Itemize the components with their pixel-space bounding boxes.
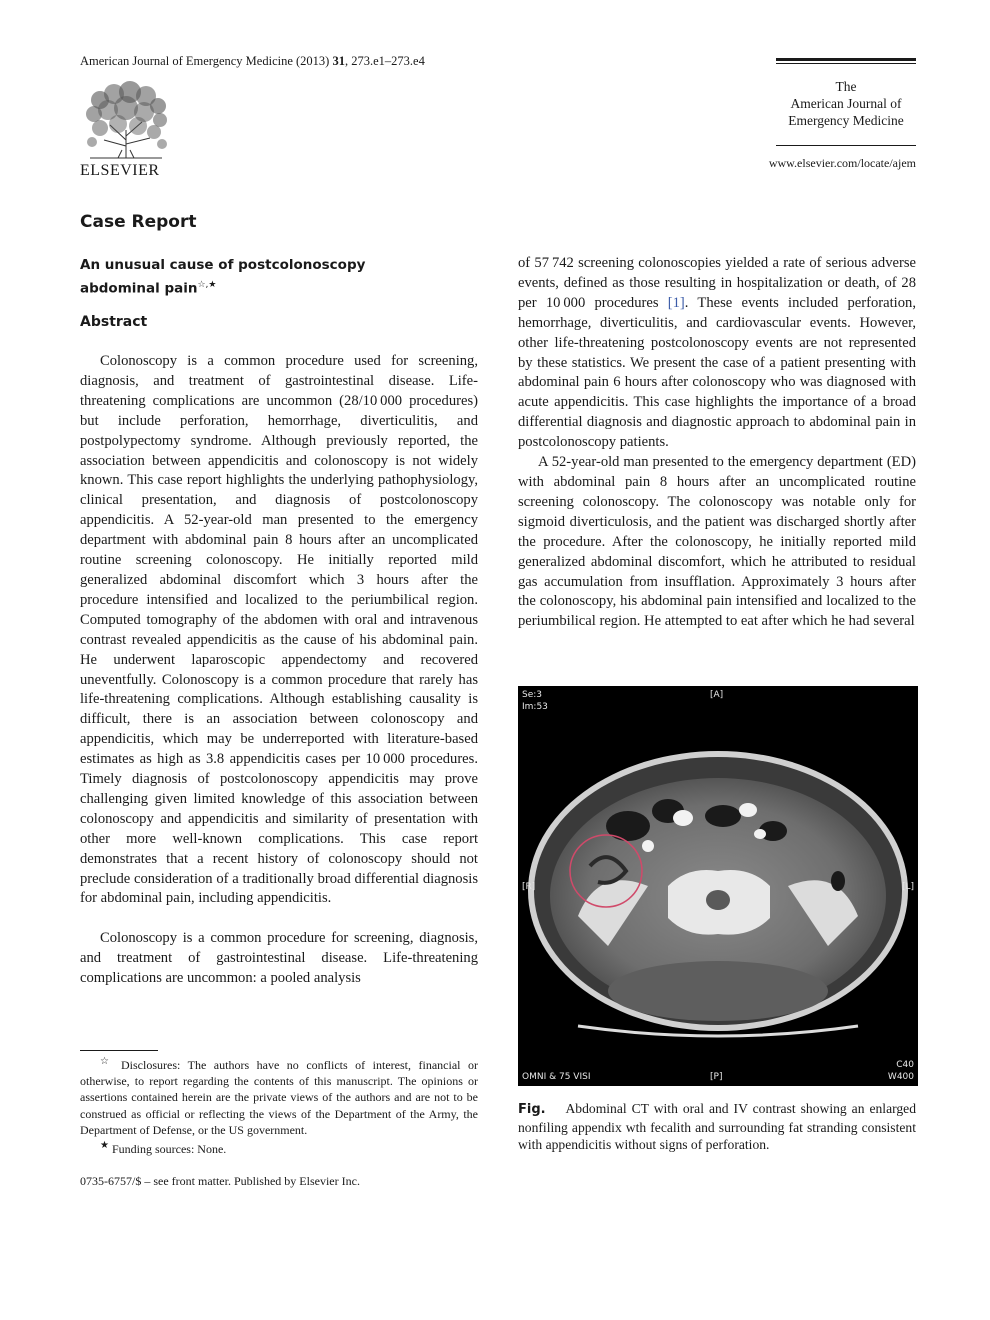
footnote-mark-2: ★ (100, 1140, 109, 1152)
posterior-muscles (608, 961, 828, 1021)
series-label: Se:3 (522, 690, 543, 700)
right-label: [R] (522, 882, 536, 892)
figure-caption (518, 1100, 916, 1154)
right-column (518, 254, 916, 632)
abstract-heading: Abstract (80, 314, 148, 330)
window-width-label: W400 (887, 1072, 914, 1082)
journal-title (760, 78, 932, 129)
ct-scan-image (518, 686, 918, 1086)
footnote-rule (80, 1050, 158, 1051)
caption-text: Abdominal CT with oral and IV contrast showing an enlarged nonfiling appendix wth fecalith and surrounding fat stranding consistent with appendicitis without signs of perforation. (518, 1101, 917, 1153)
footnote-funding: Funding sources: None. (111, 1142, 227, 1157)
body-p1-text-b: . These events included perforation, hemorrhage, diverticulitis, and cardiovascular events. However, other life-threatening postcolonoscopy events are not represented by these statistics. We present the case of a patient presenting with abdominal pain 6 hours after colonoscopy who was diagnosed with acute appendicitis. This case highlights the importance of a broad differential diagnosis and diagnostic approach to abdominal pain in postcolonoscopy patients. (518, 294, 916, 451)
journal-title-line1: The (835, 79, 857, 94)
body-paragraph-1-cont (518, 254, 916, 453)
caption-label: Fig. (518, 1102, 546, 1117)
posterior-label: [P] (710, 1072, 723, 1082)
scanner-label: OMNI & 75 VISI (522, 1072, 591, 1082)
journal-title-line2: American Journal of (790, 96, 902, 111)
body-paragraph-2: A 52-year-old man presented to the emergency department (ED) with abdominal pain 8 hours after an uncomplicated routine screening colonoscopy. The colonoscopy was notable only for sigmoid diverticulosis, and the patient was discharged shortly after the procedure. After the colonoscopy, he initially reported mild generalized abdominal discomfort, which he attributed to residual gas accumulation from insufflation. Approximately 3 hours after the colonoscopy, his abdominal pain intensified and localized to the periumbilical region. He attempted to eat after which he had several (518, 454, 916, 630)
header-rule-lower (776, 145, 916, 146)
header-rule-thin (776, 63, 916, 64)
publisher-name: ELSEVIER (80, 162, 160, 179)
left-label: [L] (901, 882, 914, 892)
anterior-label: [A] (710, 690, 724, 700)
body-p1-text-a: of 57 742 screening colonoscopies yielded a rate of serious adverse events, defined as those resulting in hospitalization or death, of 28 per 10 000 procedures (518, 255, 916, 311)
citation-volume: 31 (332, 54, 345, 68)
copyright-line: 0735-6757/$ – see front matter. Published by Elsevier Inc. (80, 1174, 360, 1188)
window-center-label: C40 (896, 1060, 914, 1070)
section-heading: Case Report (80, 212, 197, 232)
spinal-canal (706, 890, 730, 910)
journal-citation (80, 54, 425, 69)
descending-colon-gas (831, 871, 845, 891)
body-paragraph-1-start: Colonoscopy is a common procedure for screening, diagnosis, and treatment of gastrointestinal disease. Life-threatening complications are uncommon: a pooled analysis (80, 930, 478, 987)
left-column (80, 352, 478, 989)
abstract-text: Colonoscopy is a common procedure used for screening, diagnosis, and treatment of gastrointestinal disease. Life-threatening complications are uncommon (28/10 000 procedures) but include perforation, hemorrhage, diverticulitis, and postpolypectomy syndrome. Although previously reported, the association between appendicitis and colonoscopy is not widely known. This case report highlights the underlying pathophysiology, clinical presentation, and diagnosis of postcolonoscopy appendicitis. A 52-year-old man presented to the emergency department with abdominal pain 8 hours after an uncomplicated routine screening colonoscopy. He initially reported mild generalized abdominal discomfort which 3 hours after the procedure intensified and localized to the periumbilical region. Computed tomography of the abdomen with oral and intravenous contrast revealed appendicitis as the cause of his abdominal pain. He underwent laparoscopic appendectomy and recovered uneventfully. Colonoscopy is a common procedure that rarely has life-threatening complications. Although establishing causality is difficult, there is an association between colonoscopy and appendicitis, which may be underreported with literature-based estimates as high as 3.8 appendicitis cases per 10 000 procedures. Timely diagnosis of postcolonoscopy appendicitis may prove challenging given limited knowledge of this association between colonoscopy and appendicitis and similarity of presentation with other more well-known complications. This case report demonstrates that a recent history of colonoscopy should not preclude consideration of a traditionally broad differential diagnosis for abdominal pain, including appendicitis. (80, 353, 478, 907)
journal-url[interactable]: www.elsevier.com/locate/ajem (768, 156, 916, 170)
footnote-mark-1: ☆ (100, 1056, 114, 1067)
citation-pages: , 273.e1–273.e4 (344, 54, 425, 68)
journal-title-line3: Emergency Medicine (788, 113, 904, 128)
article-title (80, 255, 420, 299)
footnotes (80, 1054, 478, 1157)
citation-prefix: American Journal of Emergency Medicine (2013) (80, 54, 333, 68)
ct-scan-figure (518, 686, 918, 1086)
footnote-marks[interactable]: ☆,★ (197, 280, 217, 290)
article-title-line1: An unusual cause of postcolonoscopy (80, 257, 366, 273)
reference-link-1[interactable]: [1] (667, 294, 685, 311)
image-label: Im:53 (522, 702, 548, 712)
footnote-disclosures: Disclosures: The authors have no conflicts of interest, financial or otherwise, to report regarding the contents of this manuscript. The opinions or assertions contained herein are the private views of the authors and are not to be construed as official or reflecting the views of the Department of the Army, the Department of Defense, or the US government. (80, 1058, 478, 1137)
article-title-line2: abdominal pain (80, 280, 198, 297)
header-rule (776, 58, 916, 61)
